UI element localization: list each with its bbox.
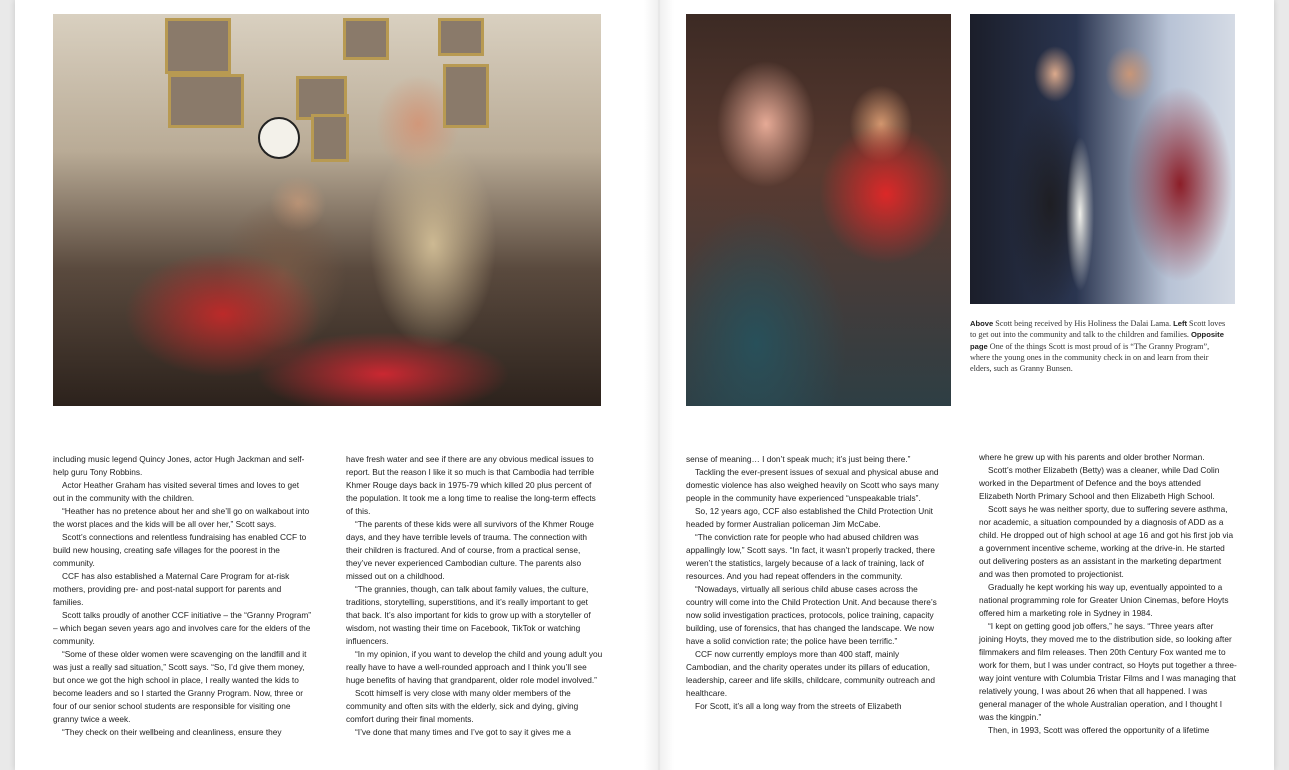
- paragraph: “The parents of these kids were all survivors of the Khmer Rouge days, and they have terrible levels of trauma. The connection with their children is fractured. And of course, from a practical sense, they’ve never experienced Cambodian culture. The parents also missed out on a childhood.: [346, 519, 594, 581]
- caption-text-left: Scott loves to get out into the community and talk to the children and families.: [970, 319, 1226, 340]
- paragraph: sense of meaning… I don’t speak much; it’s just being there.”: [686, 454, 911, 464]
- article-column-1: [53, 453, 311, 739]
- paragraph: “Heather has no pretence about her and she’ll go on walkabout into the worst places and the kids will be all over her,” Scott says.: [53, 506, 310, 529]
- paragraph: “Some of these older women were scavenging on the landfill and it was just a really sad situation,” Scott says. “So, I’d give them money, but once we got the high school in place, I really wanted the kids to become leaders and so I started the Granny Program. Now, three or four of our senior school students are responsible for visiting one granny twice a week.: [53, 649, 307, 724]
- paragraph: “The conviction rate for people who had abused children was appallingly low,” Scott says. “In fact, it wasn’t properly tracked, there weren’t the statistics, largely because of a lack of training, lack of resources. And you had repeat offenders in the community.: [686, 532, 936, 581]
- photo-scott-with-granny: [53, 14, 601, 406]
- paragraph: “Nowadays, virtually all serious child abuse cases across the country will come into the Child Protection Unit. And because there’s now solid investigation practices, protocols, police training, capacity building, use of forensics, that has changed the landscape. We now have a solid conviction rate; the police have been terrific.”: [686, 584, 937, 646]
- paragraph: Then, in 1993, Scott was offered the opportunity of a lifetime: [988, 725, 1210, 735]
- paragraph: CCF now currently employs more than 400 staff, mainly Cambodian, and the charity operates under its pillars of education, leadership, career and life skills, childcare, community outreach and healthcare.: [686, 649, 936, 698]
- paragraph: Tackling the ever-present issues of sexual and physical abuse and domestic violence has also weighed heavily on Scott who says many people in the community have experienced “unspeakable trials”.: [686, 467, 939, 503]
- wall-photo-frame: [343, 18, 389, 60]
- paragraph: “I kept on getting good job offers,” he says. “Three years after joining Hoyts, they moved me to the distribution side, so looking after filmmakers and film releases. Then 20th Century Fox wanted me to work for them, but I was under contract, so Hoyts put together a three-way joint venture with Columbia Tristar Films and I was managing that relatively young, I was about 26 when that all happened. I was general manager of the whole Australian operation, and I thought I was the kingpin.”: [979, 621, 1237, 722]
- photo-scott-with-child: [686, 14, 951, 406]
- paragraph: where he grew up with his parents and older brother Norman.: [979, 452, 1205, 462]
- wall-photo-frame: [165, 18, 231, 74]
- photo-scott-with-dalai-lama: [970, 14, 1235, 304]
- paragraph: Scott says he was neither sporty, due to suffering severe asthma, nor academic, a situation compounded by a diagnosis of ADD as a child. He dropped out of high school at age 16 and got his first job via a government incentive scheme, working at the drive-in. He started out delivering posters as an assistant in the marketing department and was then promoted to projectionist.: [979, 504, 1234, 579]
- wall-photo-frame: [168, 74, 244, 128]
- paragraph: CCF has also established a Maternal Care Program for at-risk mothers, providing pre- and post-natal support for parents and families.: [53, 571, 290, 607]
- paragraph: For Scott, it’s all a long way from the streets of Elizabeth: [695, 701, 902, 711]
- caption-text-opposite: One of the things Scott is most proud of is “The Granny Program”, where the young ones in the community check in on and learn from their elders, such as Granny Bunsen.: [970, 341, 1210, 374]
- wall-clock: [258, 117, 300, 159]
- magazine-spread: [15, 0, 1274, 770]
- page-gutter: [644, 0, 674, 770]
- caption-text-above: Scott being received by His Holiness the Dalai Lama.: [993, 319, 1174, 328]
- paragraph: “In my opinion, if you want to develop the child and young adult you really have to have a well-rounded approach and I think you’ll see huge benefits of having that grandparent, older role model involved.”: [346, 649, 603, 685]
- paragraph: Scott talks proudly of another CCF initiative – the “Granny Program” – which began seven years ago and involves care for the elders of the community.: [53, 610, 312, 646]
- paragraph: “I’ve done that many times and I’ve got to say it gives me a: [355, 727, 571, 737]
- caption-label-above: Above: [970, 319, 994, 328]
- paragraph: “They check on their wellbeing and cleanliness, ensure they: [62, 727, 282, 737]
- paragraph: Scott’s connections and relentless fundraising has enabled CCF to build new housing, creating safe villages for the poorest in the community.: [53, 532, 307, 568]
- wall-photo-frame: [438, 18, 484, 56]
- paragraph: “The grannies, though, can talk about family values, the culture, traditions, storytelling, superstitions, and it’s really important to get that back. It’s also important for kids to grow up with a storyteller of wisdom, not wasting their time on Facebook, TikTok or watching influencers.: [346, 584, 591, 646]
- paragraph: Scott himself is very close with many older members of the community and often sits with the elderly, sick and dying, giving comfort during their final moments.: [346, 688, 579, 724]
- paragraph: Actor Heather Graham has visited several times and loves to get out in the community with the children.: [53, 480, 300, 503]
- caption-label-opposite: Opposite page: [970, 330, 1224, 351]
- paragraph: Scott’s mother Elizabeth (Betty) was a cleaner, while Dad Colin worked in the Department of Defence and the boys attended Elizabeth North Primary School and then Elizabeth High School.: [979, 465, 1220, 501]
- wall-photo-frame: [311, 114, 349, 162]
- paragraph: including music legend Quincy Jones, actor Hugh Jackman and self-help guru Tony Robbins.: [53, 454, 305, 477]
- paragraph: Gradually he kept working his way up, eventually appointed to a national programming role for Greater Union Cinemas, before Hoyts offered him a marketing role in Sydney in 1984.: [979, 582, 1229, 618]
- article-column-4: [979, 451, 1237, 737]
- article-column-3: [686, 453, 944, 713]
- paragraph: So, 12 years ago, CCF also established the Child Protection Unit headed by former Australian policeman Jim McCabe.: [686, 506, 933, 529]
- photo-caption: [970, 318, 1228, 374]
- article-column-2: [346, 453, 604, 739]
- caption-label-left: Left: [1173, 319, 1187, 328]
- wall-photo-frame: [443, 64, 489, 128]
- paragraph: have fresh water and see if there are any obvious medical issues to report. But the reason I like it so much is that Cambodia had terrible Khmer Rouge days back in 1975-79 which killed 20 plus percent of the population. It took me a long time to realise the long-term effects of this.: [346, 454, 596, 516]
